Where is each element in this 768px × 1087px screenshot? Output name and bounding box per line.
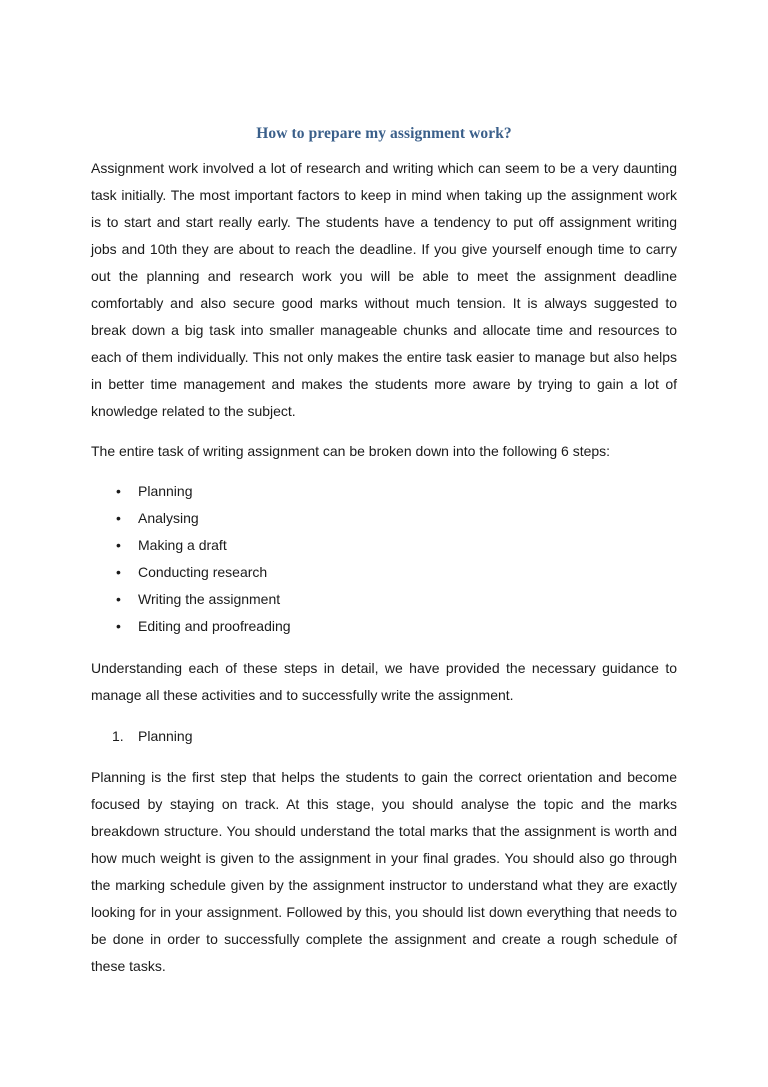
paragraph-steps-lead-in: The entire task of writing assignment can be broken down into the following 6 steps: bbox=[91, 443, 611, 459]
list-item bbox=[91, 723, 677, 750]
list-item bbox=[91, 478, 677, 505]
list-item-label: Editing and proofreading bbox=[138, 618, 291, 634]
list-item bbox=[91, 613, 677, 640]
list-item-label: Writing the assignment bbox=[138, 591, 281, 607]
bullet-icon: • bbox=[116, 591, 121, 607]
bullet-icon: • bbox=[116, 618, 121, 634]
list-item-label: Making a draft bbox=[138, 537, 227, 553]
list-item bbox=[91, 586, 677, 613]
document-content bbox=[91, 0, 677, 980]
list-item-label: Conducting research bbox=[138, 564, 268, 580]
list-item-number: 1. bbox=[112, 728, 124, 744]
list-item-label: Analysing bbox=[138, 510, 199, 526]
bullet-icon: • bbox=[116, 510, 121, 526]
list-item bbox=[91, 559, 677, 586]
list-item-label: Planning bbox=[138, 728, 193, 744]
paragraph-intro: Assignment work involved a lot of research and writing which can seem to be a very daunting task initially. The most important factors to keep in mind when taking up the assignment work is to start and start really early. The students have a tendency to put off assignment writing jobs and 10th they are about to reach the deadline. If you give yourself enough time to carry out the planning and research work you will be able to meet the assignment deadline comfortably and also secure good marks without much tension. It is always suggested to break down a big task into smaller manageable chunks and allocate time and resources to each of them individually. This not only makes the entire task easier to manage but also helps in better time management and makes the students more aware by trying to gain a lot of knowledge related to the subject. bbox=[91, 160, 677, 419]
steps-bullet-list bbox=[91, 478, 677, 640]
bullet-icon: • bbox=[116, 564, 121, 580]
list-item-label: Planning bbox=[138, 483, 193, 499]
numbered-section-list bbox=[91, 723, 677, 750]
bullet-icon: • bbox=[116, 483, 121, 499]
bullet-icon: • bbox=[116, 537, 121, 553]
list-item bbox=[91, 505, 677, 532]
list-item bbox=[91, 532, 677, 559]
paragraph-guidance: Understanding each of these steps in detail, we have provided the necessary guidance to manage all these activities and to successfully write the assignment. bbox=[91, 660, 677, 703]
page-title: How to prepare my assignment work? bbox=[256, 125, 512, 142]
paragraph-planning-detail: Planning is the first step that helps the students to gain the correct orientation and become focused by staying on track. At this stage, you should analyse the topic and the marks breakdown structure. You should understand the total marks that the assignment is worth and how much weight is given to the assignment in your final grades. You should also go through the marking schedule given by the assignment instructor to understand what they are exactly looking for in your assignment. Followed by this, you should list down everything that needs to be done in order to successfully complete the assignment and create a rough schedule of these tasks. bbox=[91, 769, 677, 974]
